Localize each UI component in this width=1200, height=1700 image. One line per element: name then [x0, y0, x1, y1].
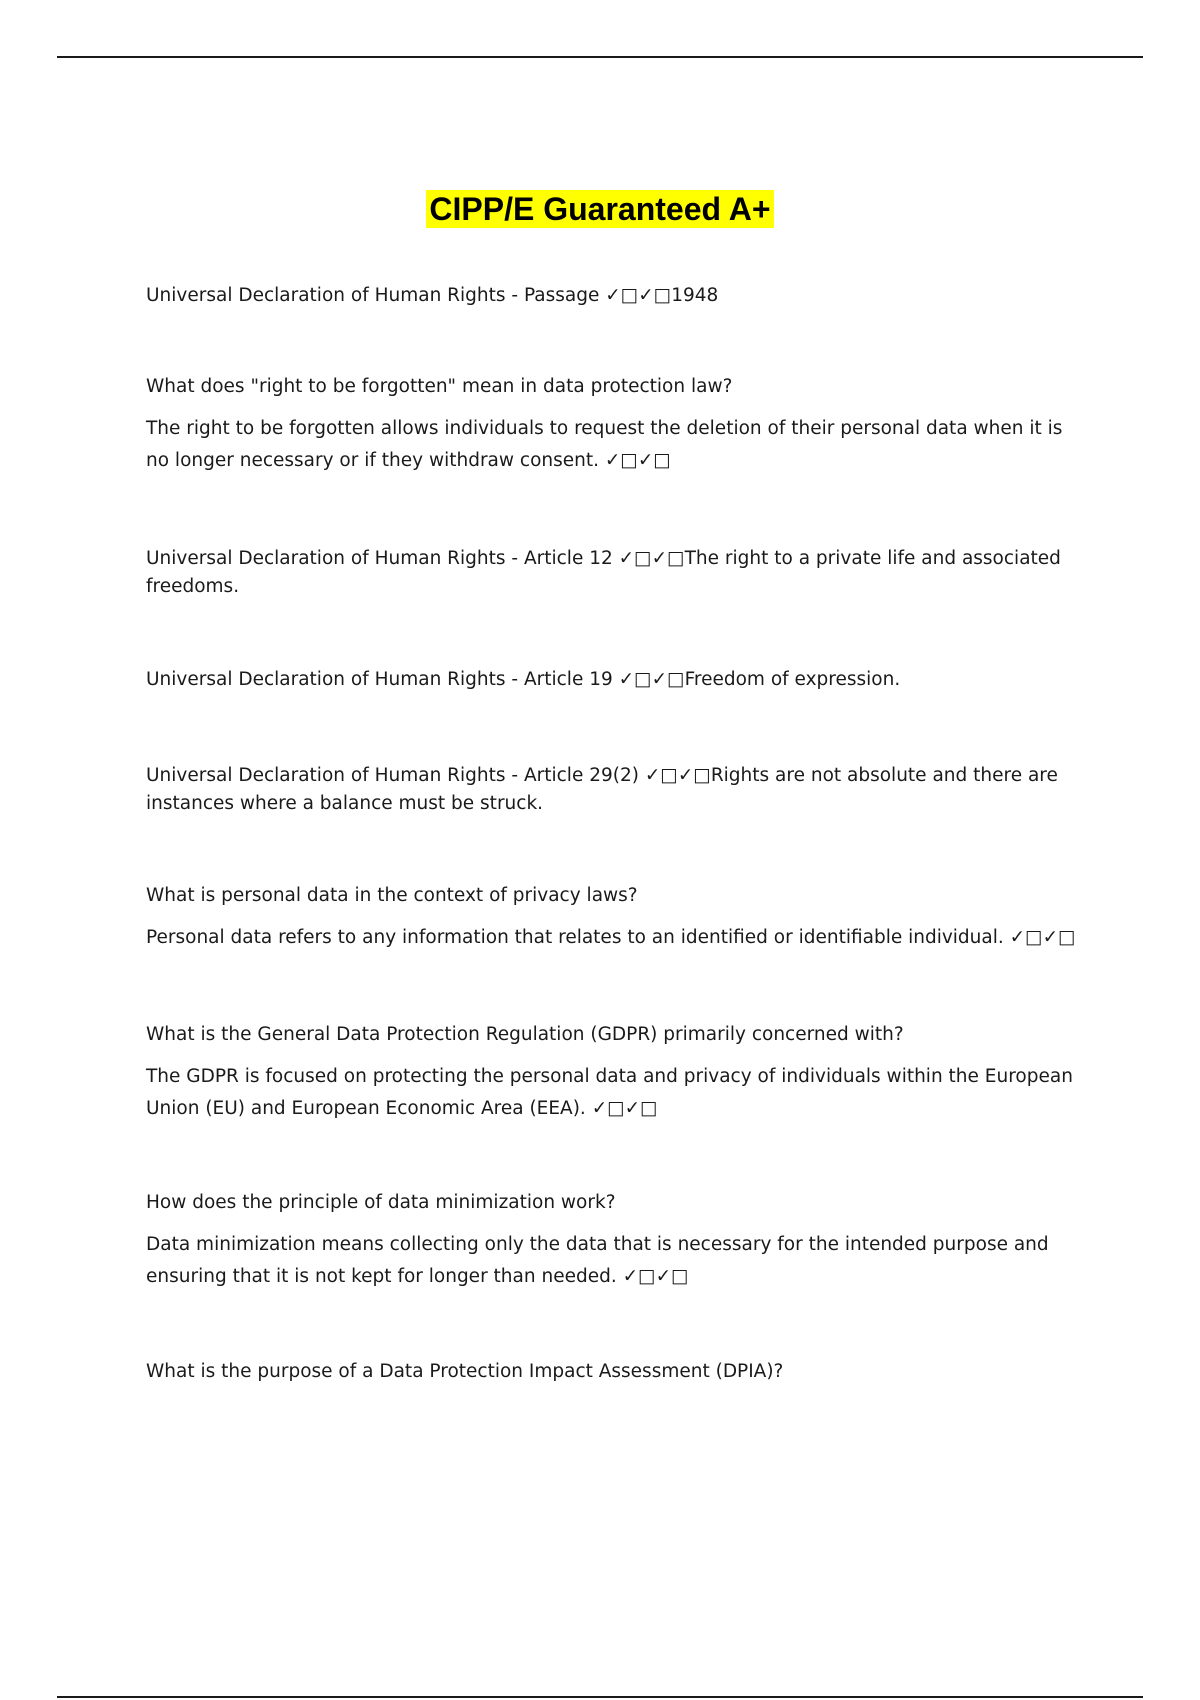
- answer-text: Rights are not absolute and there are instances where a balance must be struck.: [146, 765, 1058, 814]
- qa-item: [146, 545, 1076, 601]
- prompt-text: Universal Declaration of Human Rights - Article 12: [146, 548, 613, 569]
- document-title: CIPP/E Guaranteed A+: [426, 190, 773, 228]
- answer-text: Data minimization means collecting only the data that is necessary for the intended purpose and ensuring that it is not kept for longer than needed.: [146, 1234, 1049, 1287]
- check-marks: ✓□✓□: [1009, 927, 1076, 948]
- qa-item: [146, 1021, 1076, 1125]
- answer-text: Personal data refers to any information that relates to an identified or identifiable individual.: [146, 927, 1004, 948]
- check-marks: ✓□✓□: [604, 450, 671, 471]
- check-marks: ✓□✓□: [618, 548, 685, 569]
- check-marks: ✓□✓□: [618, 669, 685, 690]
- question-text: What is the purpose of a Data Protection Impact Assessment (DPIA)?: [146, 1361, 784, 1382]
- header-rule: [57, 56, 1143, 58]
- question-text: What is personal data in the context of privacy laws?: [146, 885, 638, 906]
- title-container: [0, 190, 1200, 228]
- answer-text: The right to a private life and associated freedoms.: [146, 548, 1061, 597]
- check-marks: ✓□✓□: [644, 765, 711, 786]
- check-marks: ✓□✓□: [622, 1266, 689, 1287]
- qa-item: [146, 762, 1076, 818]
- question-text: How does the principle of data minimization work?: [146, 1192, 616, 1213]
- prompt-text: Universal Declaration of Human Rights - Article 19: [146, 669, 613, 690]
- qa-item: [146, 1358, 1076, 1386]
- check-marks: ✓□✓□: [605, 285, 672, 306]
- question-text: What does "right to be forgotten" mean in data protection law?: [146, 376, 733, 397]
- qa-item: [146, 882, 1076, 954]
- prompt-text: Universal Declaration of Human Rights - Passage: [146, 285, 600, 306]
- qa-item: [146, 666, 1076, 694]
- qa-item: [146, 373, 1076, 477]
- prompt-text: Universal Declaration of Human Rights - Article 29(2): [146, 765, 639, 786]
- question-text: What is the General Data Protection Regulation (GDPR) primarily concerned with?: [146, 1024, 904, 1045]
- qa-item: [146, 1189, 1076, 1293]
- footer-rule: [57, 1696, 1143, 1698]
- qa-item: [146, 282, 1076, 310]
- answer-text: 1948: [671, 285, 719, 306]
- check-marks: ✓□✓□: [591, 1098, 658, 1119]
- answer-text: The GDPR is focused on protecting the personal data and privacy of individuals within the European Union (EU) and European Economic Area (EEA).: [146, 1066, 1073, 1119]
- answer-text: Freedom of expression.: [684, 669, 901, 690]
- answer-text: The right to be forgotten allows individuals to request the deletion of their personal data when it is no longer necessary or if they withdraw consent.: [146, 418, 1063, 471]
